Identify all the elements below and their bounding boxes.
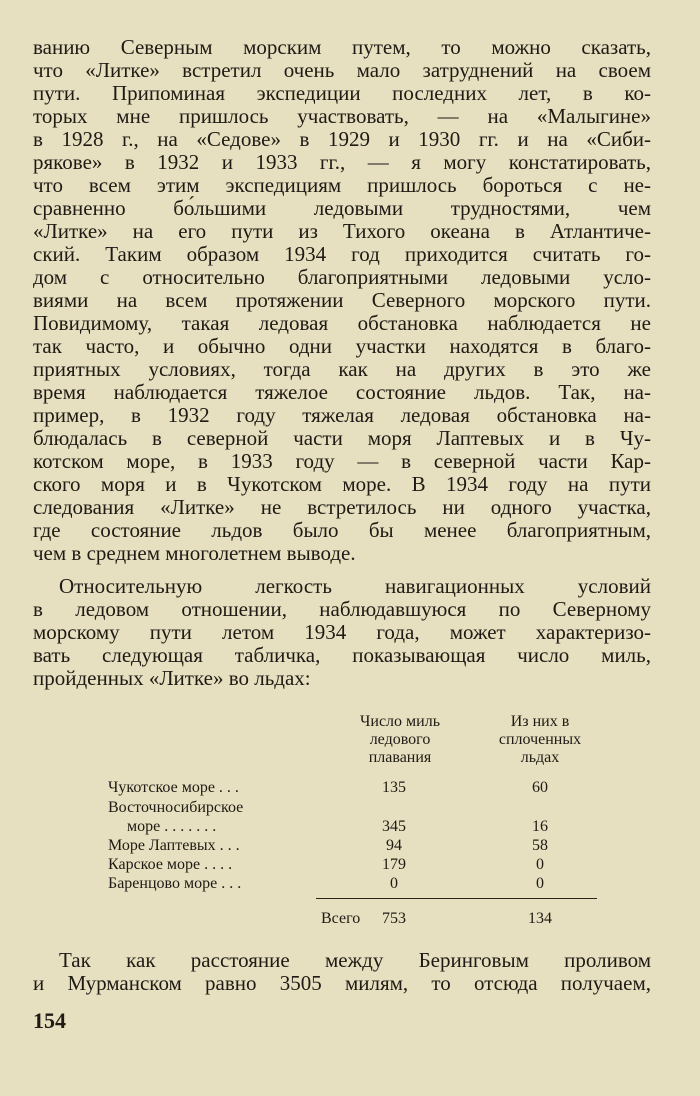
text-line: следования «Литке» не встретилось ни одного участка, xyxy=(33,495,651,519)
table-row-name-cont: море . . . . . . . xyxy=(127,818,217,835)
table-header-miles: Число миль ледового плавания xyxy=(359,713,440,766)
text-line: приятных условиях, тогда как на других в это же xyxy=(33,357,651,381)
table-total-label: Всего xyxy=(321,910,361,927)
table-row-name: Восточносибирское xyxy=(108,799,244,816)
text-line: торых мне пришлось участвовать, — на «Малыгине» xyxy=(33,104,651,128)
text-line: сравненно бо́льшими ледовыми трудностями, чем xyxy=(33,196,651,220)
text-line: ского моря и в Чукотском море. В 1934 году на пути xyxy=(33,472,651,496)
table-total-rule xyxy=(316,898,597,899)
table-row-name: Чукотское море . . . xyxy=(108,779,239,796)
table-total-miles: 753 xyxy=(382,910,406,927)
text-line: пройденных «Литке» во льдах: xyxy=(33,666,311,690)
text-line: время наблюдается тяжелое состояние льдов. Так, на- xyxy=(33,380,651,404)
text-line: пути. Припоминая экспедиции последних лет, в ко- xyxy=(33,81,651,105)
page-number: 154 xyxy=(33,1008,66,1033)
text-line: ский. Таким образом 1934 год приходится считать го- xyxy=(33,242,651,266)
text-line: дом с относительно благоприятными ледовыми усло- xyxy=(33,265,651,289)
table-cell-compact: 60 xyxy=(532,779,548,796)
text-line: где состояние льдов было бы менее благоприятным, xyxy=(33,518,651,542)
text-line: ванию Северным морским путем, то можно сказать, xyxy=(33,35,651,59)
table-cell-miles: 135 xyxy=(382,779,406,796)
table-cell-miles: 345 xyxy=(382,818,406,835)
text-line: виями на всем протяжении Северного морского пути. xyxy=(33,288,651,312)
table-cell-miles: 94 xyxy=(386,837,402,854)
text-line: котском море, в 1933 году — в северной части Кар- xyxy=(33,449,651,473)
text-line: Относительную легкость навигационных условий xyxy=(59,574,651,598)
text-line: в 1928 г., на «Седове» в 1929 и 1930 гг. и на «Сиби- xyxy=(33,127,651,151)
table-cell-compact: 0 xyxy=(536,875,544,892)
text-line: что «Литке» встретил очень мало затруднений на своем xyxy=(33,58,651,82)
text-line: пример, в 1932 году тяжелая ледовая обстановка на- xyxy=(33,403,651,427)
table-cell-compact: 0 xyxy=(536,856,544,873)
text-line: и Мурманском равно 3505 милям, то отсюда получаем, xyxy=(33,971,651,995)
text-line: вать следующая табличка, показывающая число миль, xyxy=(33,643,651,667)
table-cell-compact: 58 xyxy=(532,837,548,854)
table-total-compact: 134 xyxy=(528,910,552,927)
table-row-name: Баренцово море . . . xyxy=(108,875,242,892)
text-line: морскому пути летом 1934 года, может характеризо- xyxy=(33,620,651,644)
text-line: в ледовом отношении, наблюдавшуюся по Северному xyxy=(33,597,651,621)
text-line: Так как расстояние между Беринговым проливом xyxy=(59,948,651,972)
table-cell-compact: 16 xyxy=(532,818,548,835)
text-line: так часто, и обычно одни участки находятся в благо- xyxy=(33,334,651,358)
table-cell-miles: 0 xyxy=(390,875,398,892)
text-line: «Литке» на его пути из Тихого океана в Атлантиче- xyxy=(33,219,651,243)
text-line: Повидимому, такая ледовая обстановка наблюдается не xyxy=(33,311,651,335)
text-line: чем в среднем многолетнем выводе. xyxy=(33,541,356,565)
table-row-name: Карское море . . . . xyxy=(108,856,233,873)
table-cell-miles: 179 xyxy=(382,856,406,873)
text-line: что всем этим экспедициям пришлось бороться с не- xyxy=(33,173,651,197)
table-header-compact: Из них в сплоченных льдах xyxy=(498,713,582,766)
text-line: блюдалась в северной части моря Лаптевых и в Чу- xyxy=(33,426,651,450)
table-row-name: Море Лаптевых . . . xyxy=(108,837,240,854)
text-line: рякове» в 1932 и 1933 гг., — я могу констатировать, xyxy=(33,150,651,174)
